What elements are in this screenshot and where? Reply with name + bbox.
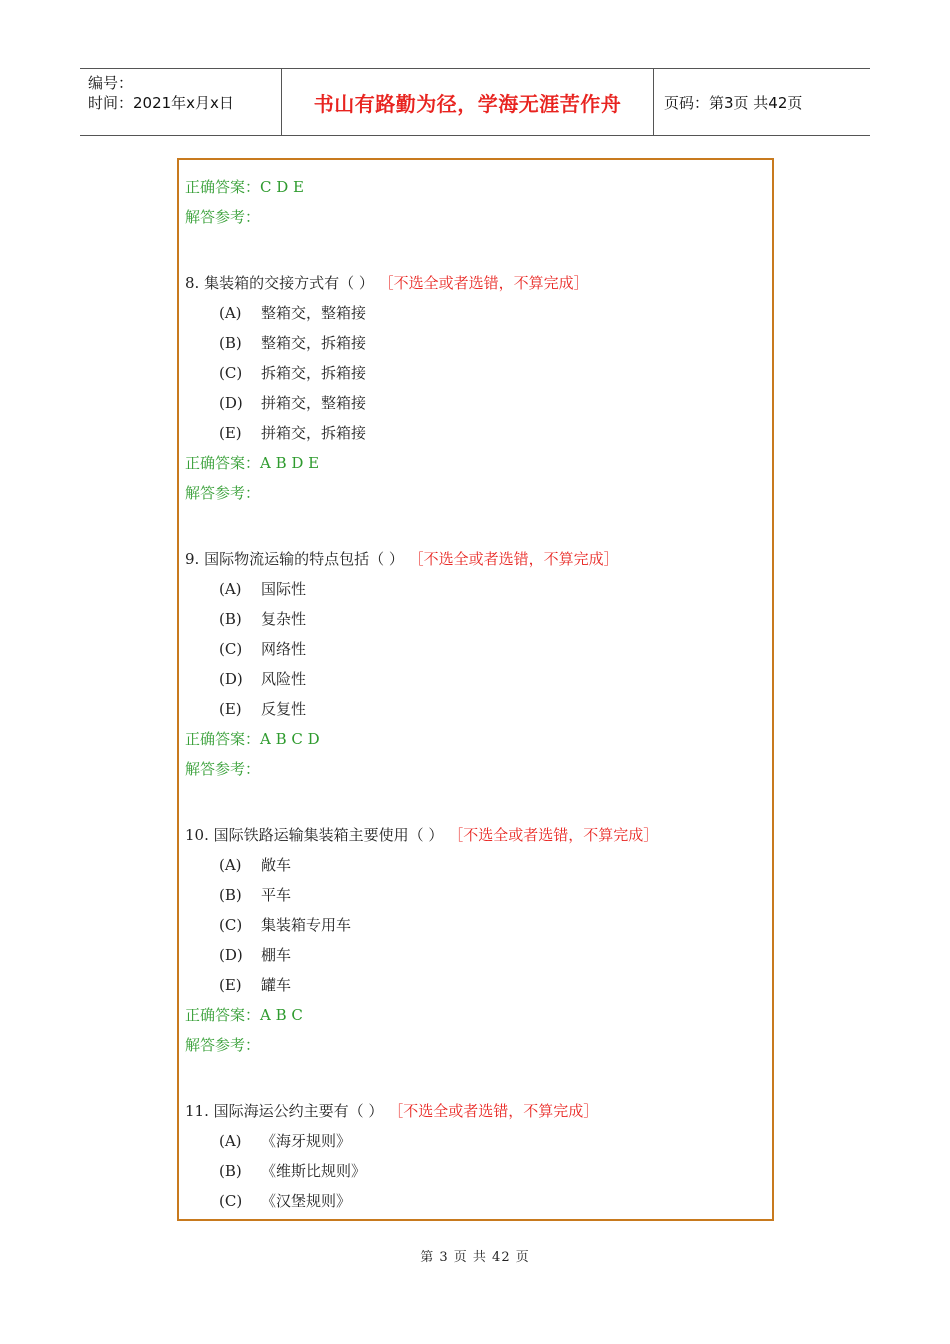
question-text: 10. 国际铁路运输集装箱主要使用（ ） bbox=[185, 826, 444, 844]
page-footer: 第 3 页 共 42 页 bbox=[420, 1250, 530, 1265]
question-text: 9. 国际物流运输的特点包括（ ） bbox=[185, 550, 404, 568]
option-letter: (A) bbox=[219, 580, 242, 598]
answer-reference: 解答参考： bbox=[185, 760, 261, 778]
question-8 bbox=[185, 268, 768, 298]
option-e bbox=[185, 418, 768, 448]
option-text: 集装箱专用车 bbox=[261, 916, 352, 934]
option-b bbox=[185, 1156, 768, 1186]
option-text: 敞车 bbox=[261, 856, 292, 874]
option-d bbox=[185, 940, 768, 970]
option-text: 整箱交，拆箱接 bbox=[261, 334, 367, 352]
question-10 bbox=[185, 820, 768, 850]
option-text: 拆箱交，拆箱接 bbox=[261, 364, 367, 382]
option-a bbox=[185, 574, 768, 604]
option-text: 罐车 bbox=[261, 976, 292, 994]
correct-answer: 正确答案：A B D E bbox=[185, 454, 320, 472]
option-letter: (C) bbox=[219, 640, 243, 658]
option-text: 反复性 bbox=[261, 700, 307, 718]
correct-answer: 正确答案：A B C bbox=[185, 1006, 303, 1024]
option-text: 国际性 bbox=[261, 580, 307, 598]
option-c bbox=[185, 1186, 768, 1216]
option-b bbox=[185, 604, 768, 634]
option-text: 棚车 bbox=[261, 946, 292, 964]
option-letter: (C) bbox=[219, 364, 243, 382]
answer-reference: 解答参考： bbox=[185, 1036, 261, 1054]
option-letter: (E) bbox=[219, 700, 242, 718]
spacer bbox=[185, 508, 768, 544]
option-c bbox=[185, 910, 768, 940]
spacer bbox=[185, 784, 768, 820]
answer-reference: 解答参考： bbox=[185, 208, 261, 226]
question-note: ［不选全或者选错，不算完成］ bbox=[388, 1102, 599, 1120]
option-letter: (C) bbox=[219, 1192, 243, 1210]
question-9 bbox=[185, 544, 768, 574]
correct-answer: 正确答案：A B C D bbox=[185, 730, 320, 748]
option-text: 整箱交，整箱接 bbox=[261, 304, 367, 322]
option-letter: (E) bbox=[219, 424, 242, 442]
question-text: 8. 集装箱的交接方式有（ ） bbox=[185, 274, 374, 292]
question-note: ［不选全或者选错，不算完成］ bbox=[408, 550, 619, 568]
option-b bbox=[185, 880, 768, 910]
option-text: 复杂性 bbox=[261, 610, 307, 628]
question-note: ［不选全或者选错，不算完成］ bbox=[448, 826, 659, 844]
option-letter: (A) bbox=[219, 1132, 242, 1150]
option-text: 拼箱交，整箱接 bbox=[261, 394, 367, 412]
option-letter: (B) bbox=[219, 610, 242, 628]
header-motto: 书山有路勤为径，学海无涯苦作舟 bbox=[282, 69, 654, 135]
question-note: ［不选全或者选错，不算完成］ bbox=[378, 274, 589, 292]
content-frame bbox=[177, 158, 774, 1221]
option-letter: (B) bbox=[219, 886, 242, 904]
option-text: 《海牙规则》 bbox=[261, 1132, 352, 1150]
option-e bbox=[185, 970, 768, 1000]
option-c bbox=[185, 358, 768, 388]
option-b bbox=[185, 328, 768, 358]
option-a bbox=[185, 850, 768, 880]
answer-reference: 解答参考： bbox=[185, 484, 261, 502]
page-header bbox=[80, 68, 870, 136]
question-text: 11. 国际海运公约主要有（ ） bbox=[185, 1102, 384, 1120]
option-letter: (B) bbox=[219, 1162, 242, 1180]
option-text: 平车 bbox=[261, 886, 292, 904]
option-d bbox=[185, 664, 768, 694]
option-letter: (D) bbox=[219, 394, 243, 412]
option-letter: (B) bbox=[219, 334, 242, 352]
option-a bbox=[185, 298, 768, 328]
header-page-info: 页码：第3页 共42页 bbox=[664, 93, 803, 112]
doc-code-label: 编号： bbox=[88, 74, 134, 92]
option-letter: (D) bbox=[219, 670, 243, 688]
doc-time-label: 时间：2021年x月x日 bbox=[88, 94, 234, 112]
option-text: 《维斯比规则》 bbox=[261, 1162, 367, 1180]
option-text: 《汉堡规则》 bbox=[261, 1192, 352, 1210]
option-letter: (A) bbox=[219, 856, 242, 874]
header-meta bbox=[80, 69, 282, 135]
option-letter: (D) bbox=[219, 946, 243, 964]
option-d bbox=[185, 388, 768, 418]
option-a bbox=[185, 1126, 768, 1156]
option-text: 拼箱交，拆箱接 bbox=[261, 424, 367, 442]
option-text: 网络性 bbox=[261, 640, 307, 658]
option-c bbox=[185, 634, 768, 664]
correct-answer: 正确答案：C D E bbox=[185, 178, 304, 196]
spacer bbox=[185, 1060, 768, 1096]
spacer bbox=[185, 232, 768, 268]
question-list bbox=[185, 172, 768, 1216]
question-11 bbox=[185, 1096, 768, 1126]
option-e bbox=[185, 694, 768, 724]
option-letter: (A) bbox=[219, 304, 242, 322]
option-letter: (E) bbox=[219, 976, 242, 994]
option-text: 风险性 bbox=[261, 670, 307, 688]
option-letter: (C) bbox=[219, 916, 243, 934]
